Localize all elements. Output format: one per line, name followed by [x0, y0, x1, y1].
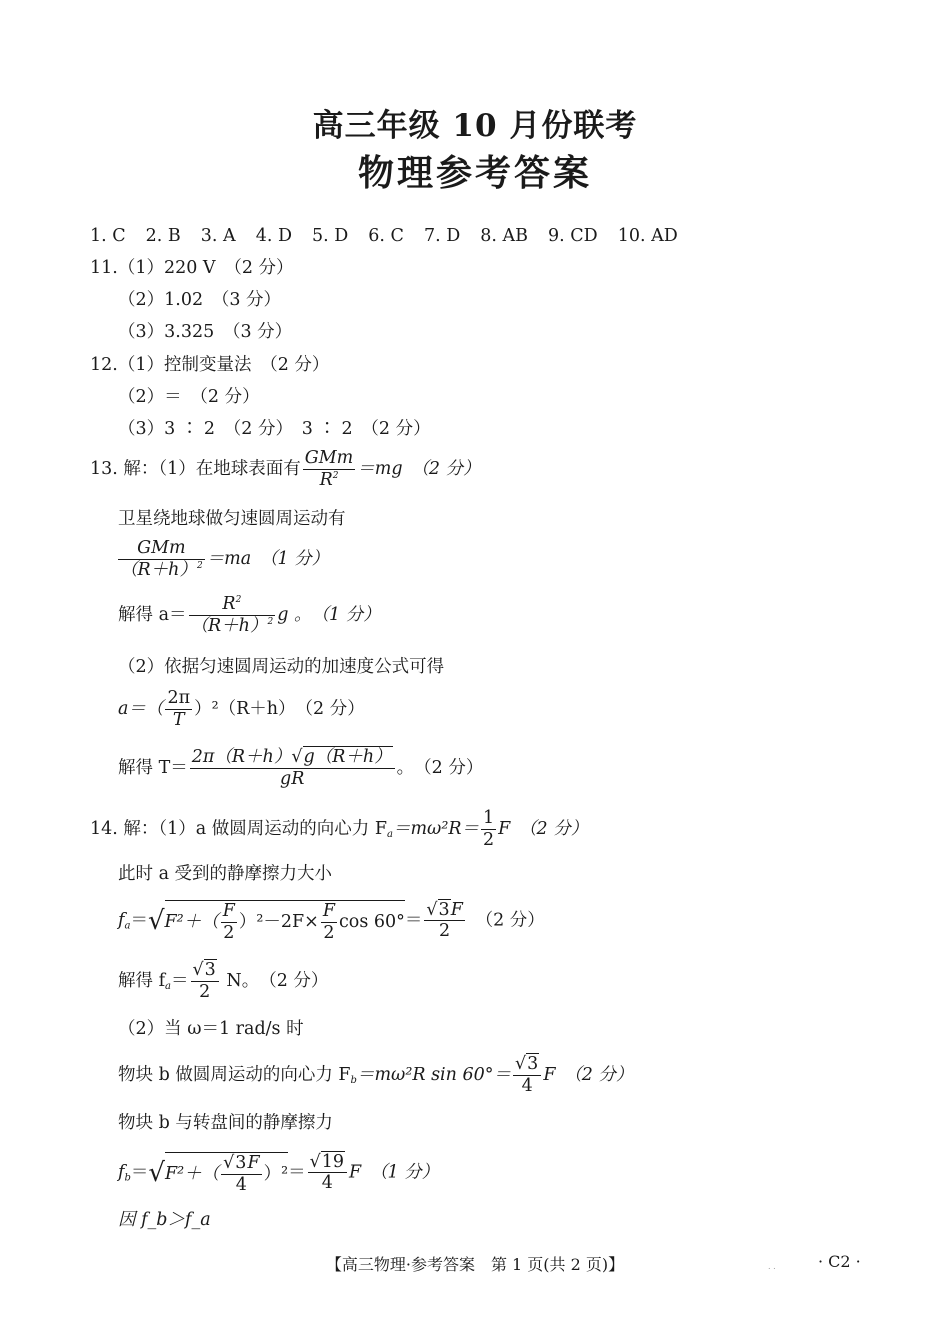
mc-answer: 10. AD: [617, 226, 678, 246]
subscript: b: [350, 1075, 357, 1086]
q11-line-3: （3）3.325 （3 分）: [118, 322, 293, 342]
q14-l4-text: 解得 f: [118, 971, 166, 991]
denominator: T: [172, 709, 185, 730]
mc-answers: [90, 228, 698, 246]
denominator: 2: [483, 829, 495, 850]
fraction: [303, 450, 356, 489]
q13-l1-text: 13. 解：（1）在地球表面有: [90, 459, 301, 479]
q11-line-2: （2）1.02 （3 分）: [118, 290, 282, 310]
q13-line-7: [118, 749, 483, 788]
numerator: √3: [191, 962, 219, 982]
equals: ＝: [288, 1162, 306, 1183]
q13-l4-post: g 。 （1 分）: [277, 605, 381, 625]
q13-l1-post: ＝mg （2 分）: [357, 459, 481, 479]
subscript: a: [124, 920, 131, 932]
denominator: 2: [199, 981, 211, 1002]
mc-answer: 7. D: [423, 226, 461, 246]
radical: √F²＋（ $\frac{√3F}{4}$ ）²: [148, 1153, 289, 1195]
q12-line-2: （2）＝ （2 分）: [118, 387, 260, 407]
fraction: [481, 810, 496, 849]
q13-line-4: [118, 596, 381, 635]
numerator: 1: [483, 808, 495, 828]
q13-line-2: 卫星绕地球做匀速圆周运动有: [118, 509, 346, 529]
equals: ＝: [404, 910, 423, 931]
q14-l4-post: N。 （2 分）: [226, 971, 329, 991]
q13-line-1: [90, 450, 481, 489]
q14-line-2: 此时 a 受到的静摩擦力大小: [118, 864, 333, 884]
q14-l1-text: 14. 解：（1）a 做圆周运动的向心力 F: [90, 819, 387, 839]
q13-line-6: [118, 690, 365, 729]
numerator: √3F: [426, 899, 463, 920]
fraction: [165, 690, 192, 729]
q14-line-7: 物块 b 与转盘间的静摩擦力: [118, 1113, 333, 1133]
denominator: 4: [321, 1173, 333, 1193]
mc-answer: 2. B: [145, 226, 181, 246]
q13-l7-post: 。 （2 分）: [396, 758, 484, 778]
numerator: √3: [513, 1056, 541, 1076]
q14-l1-mid: ＝mω²R＝: [392, 819, 480, 839]
denominator: 4: [521, 1075, 533, 1096]
numerator: √19: [308, 1154, 347, 1174]
numerator: $R^2$: [189, 596, 276, 616]
q14-l1-post: F （2 分）: [498, 819, 589, 839]
denominator: gR: [280, 768, 305, 789]
q14-l6-mid: ＝mω²R sin 60°＝: [356, 1065, 512, 1085]
fraction: [513, 1056, 541, 1095]
q12-line-3: （3）3 ∶ 2 （2 分） 3 ∶ 2 （2 分）: [118, 419, 431, 439]
denominator: $(R+h)^2$: [120, 559, 203, 580]
mc-answer: 1. C: [90, 226, 126, 246]
q13-l3-post: ＝ma （1 分）: [206, 549, 330, 569]
q14-line-4: [118, 962, 328, 1001]
q12-line-1: 12.（1）控制变量法 （2 分）: [90, 355, 330, 375]
decorative-dots: . .: [768, 1262, 776, 1271]
mc-answer: 8. AB: [480, 226, 528, 246]
denominator: $R^2$: [319, 469, 339, 490]
equals: ＝: [171, 971, 189, 991]
numerator: 2π: [167, 688, 191, 708]
q13-l6-post: ）²（R＋h） （2 分）: [194, 699, 365, 719]
numerator: GMm: [304, 448, 354, 468]
q14-l8-post: F （1 分）: [349, 1162, 440, 1183]
fraction: [424, 899, 464, 941]
fraction: [191, 962, 219, 1001]
equals: ＝: [130, 910, 148, 931]
page-code: · C2 ·: [818, 1252, 861, 1271]
fraction: [118, 540, 205, 579]
mc-answer: 4. D: [255, 226, 292, 246]
q13-l4-text: 解得 a＝: [118, 605, 187, 625]
mc-answer: 9. CD: [548, 226, 598, 246]
equals: ＝: [130, 1162, 149, 1183]
q14-l8-f: f: [118, 1162, 125, 1183]
denominator: 2: [439, 921, 451, 941]
q11-line-1: 11.（1）220 V （2 分）: [90, 258, 294, 278]
q13-line-3: [116, 540, 329, 579]
q14-l3-post: （2 分）: [484, 910, 545, 931]
q14-l6-text: 物块 b 做圆周运动的向心力 F: [118, 1065, 351, 1085]
q14-line-8: [118, 1152, 439, 1194]
subscript: a: [165, 981, 172, 992]
mc-answer: 6. C: [368, 226, 404, 246]
radical: √F²＋（ $\frac{F}{2}$ ）²－2F× $\frac{F}{2}$ cos 60°: [147, 901, 405, 943]
numerator: 2π（R＋h）√g（R＋h）: [190, 749, 395, 769]
q13-line-5: （2）依据匀速圆周运动的加速度公式可得: [118, 657, 445, 677]
subscript: a: [386, 829, 393, 840]
fraction: [189, 596, 276, 635]
q13-l7-text: 解得 T＝: [118, 758, 188, 778]
mc-answer: 5. D: [311, 226, 349, 246]
q14-line-1: [90, 810, 588, 849]
q14-l6-post: F （2 分）: [543, 1065, 634, 1085]
mc-answer: 3. A: [200, 226, 236, 246]
q14-l3-f: f: [118, 910, 125, 931]
fraction: [308, 1151, 347, 1193]
q14-line-5: （2）当 ω＝1 rad/s 时: [118, 1019, 304, 1039]
page-subtitle: 物理参考答案: [357, 152, 592, 194]
q14-line-3: [118, 900, 545, 942]
q13-l6-text: a＝（: [118, 699, 164, 719]
q14-line-6: [118, 1056, 633, 1095]
fraction: [190, 749, 395, 788]
page-footer: 【高三物理·参考答案 第 1 页(共 2 页)】: [325, 1255, 625, 1274]
q14-line-9: 因 f_b＞f_a: [118, 1210, 211, 1230]
subscript: b: [124, 1172, 131, 1184]
denominator: $(R+h)^2$: [190, 615, 274, 636]
numerator: GMm: [118, 540, 205, 560]
page-title: 高三年级 10 月份联考: [312, 108, 638, 144]
